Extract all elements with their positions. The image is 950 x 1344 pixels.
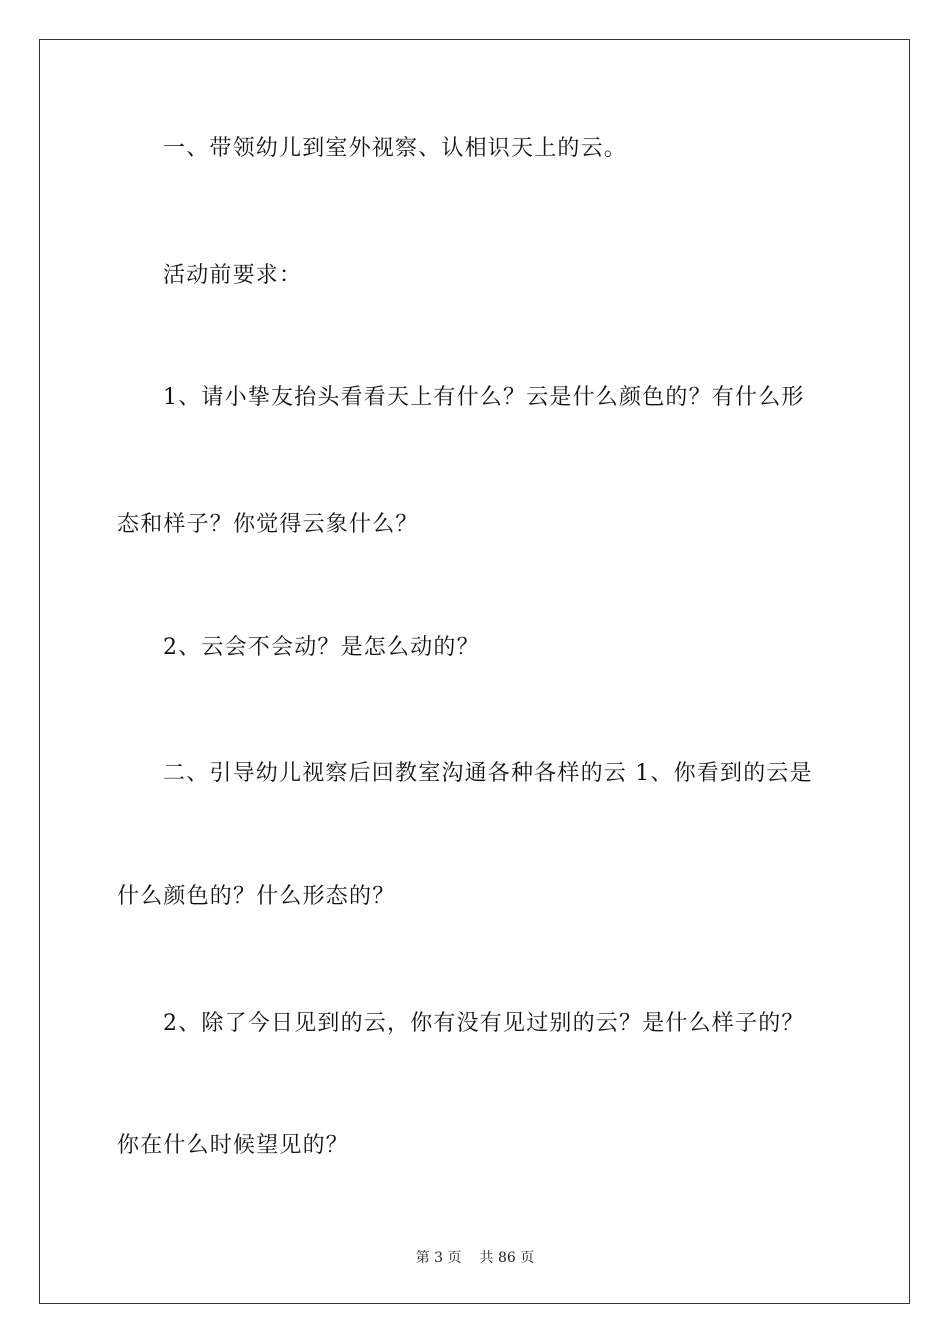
page-footer xyxy=(0,1248,950,1268)
page-total: 共 86 页 xyxy=(479,1250,535,1266)
paragraph-line: 2、云会不会动？是怎么动的？ xyxy=(163,635,480,660)
paragraph-line: 你在什么时候望见的？ xyxy=(117,1133,350,1158)
paragraph-line: 1、请小挚友抬头看看天上有什么？云是什么颜色的？有什么形 xyxy=(163,385,805,410)
paragraph-line: 2、除了今日见到的云，你有没有见过别的云？是什么样子的？ xyxy=(163,1011,805,1036)
paragraph-line: 一、带领幼儿到室外视察、认相识天上的云。 xyxy=(163,136,628,161)
page-number: 第 3 页 xyxy=(415,1250,462,1266)
paragraph-line: 活动前要求： xyxy=(163,263,303,288)
page-border xyxy=(39,39,910,1304)
paragraph-line: 什么颜色的？什么形态的？ xyxy=(117,884,396,909)
paragraph-line: 态和样子？你觉得云象什么？ xyxy=(117,512,419,537)
paragraph-line: 二、引导幼儿视察后回教室沟通各种各样的云 1、你看到的云是 xyxy=(163,761,813,786)
